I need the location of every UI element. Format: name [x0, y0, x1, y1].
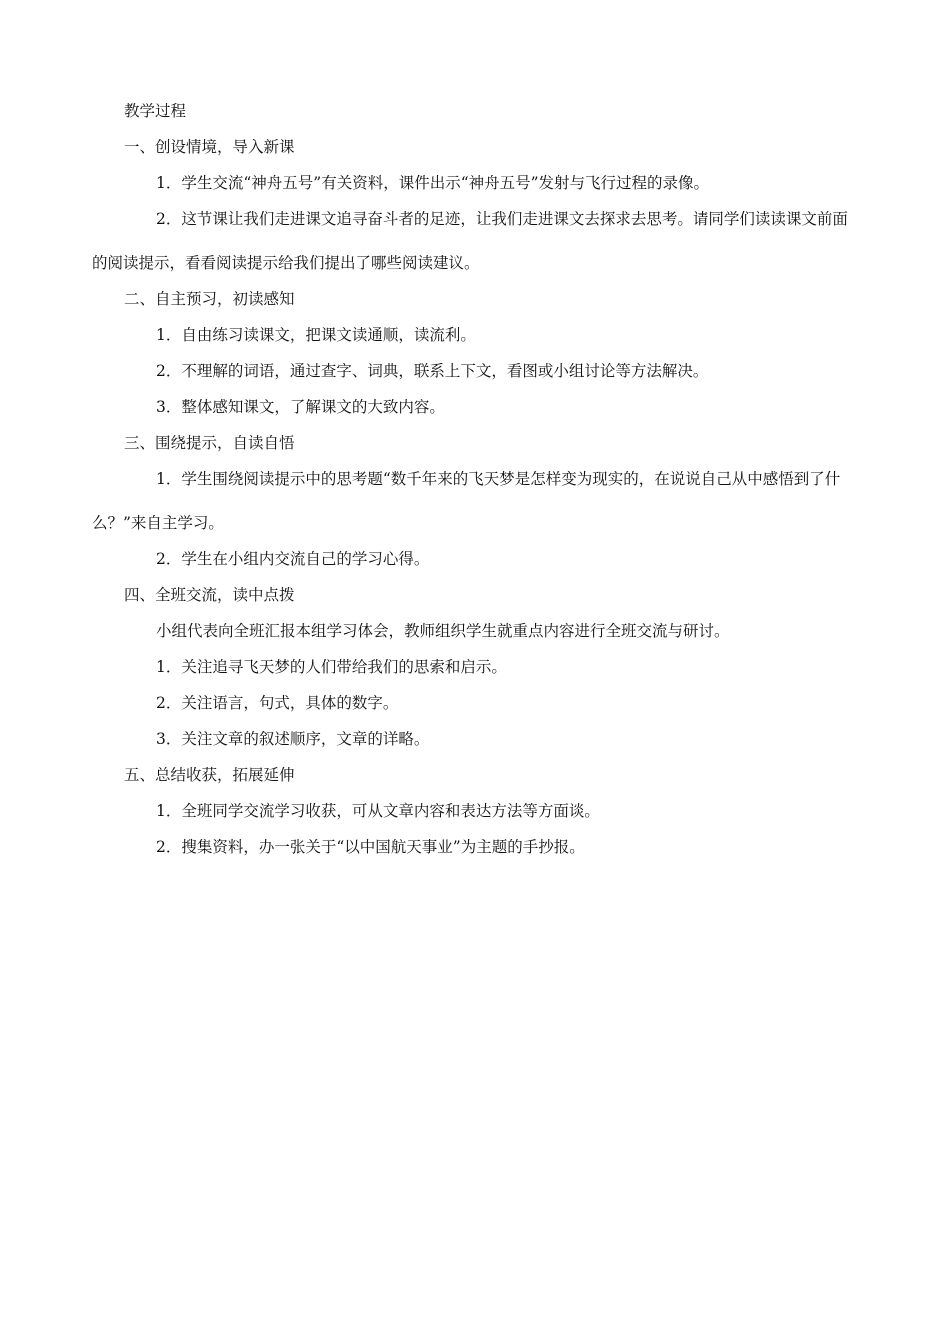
section-3-item-1: 1．学生围绕阅读提示中的思考题“数千年来的飞天梦是怎样变为现实的，在说说自己从中感悟到了什么？”来自主学习。 [92, 470, 841, 532]
document-body [92, 100, 862, 872]
section-2-item-1: 1．自由练习读课文，把课文读通顺，读流利。 [156, 326, 476, 344]
section-3-item-2: 2．学生在小组内交流自己的学习心得。 [156, 550, 430, 568]
section-title-3: 三、围绕提示，自读自悟 [124, 434, 295, 452]
section-2-item-3: 3．整体感知课文，了解课文的大致内容。 [156, 398, 445, 416]
section-1-item-2: 2．这节课让我们走进课文追寻奋斗者的足迹，让我们走进课文去探求去思考。请同学们读读课文前面的阅读提示，看看阅读提示给我们提出了哪些阅读建议。 [92, 210, 848, 272]
section-4-item-1: 1．关注追寻飞天梦的人们带给我们的思索和启示。 [156, 658, 507, 676]
section-4-item-2: 2．关注语言，句式，具体的数字。 [156, 694, 399, 712]
section-5-item-1: 1．全班同学交流学习收获，可从文章内容和表达方法等方面谈。 [156, 802, 600, 820]
section-4-intro: 小组代表向全班汇报本组学习体会，教师组织学生就重点内容进行全班交流与研讨。 [156, 622, 730, 640]
section-title-5: 五、总结收获，拓展延伸 [124, 766, 295, 784]
document-heading: 教学过程 [124, 102, 187, 120]
section-1-item-1: 1．学生交流“神舟五号”有关资料，课件出示“神舟五号”发射与飞行过程的录像。 [156, 174, 710, 192]
section-title-2: 二、自主预习，初读感知 [124, 290, 295, 308]
section-title-1: 一、创设情境，导入新课 [124, 138, 295, 156]
section-5-item-2: 2．搜集资料，办一张关于“以中国航天事业”为主题的手抄报。 [156, 838, 585, 856]
section-2-item-2: 2．不理解的词语，通过查字、词典，联系上下文，看图或小组讨论等方法解决。 [156, 362, 709, 380]
section-title-4: 四、全班交流，读中点拨 [124, 586, 295, 604]
section-4-item-3: 3．关注文章的叙述顺序，文章的详略。 [156, 730, 430, 748]
